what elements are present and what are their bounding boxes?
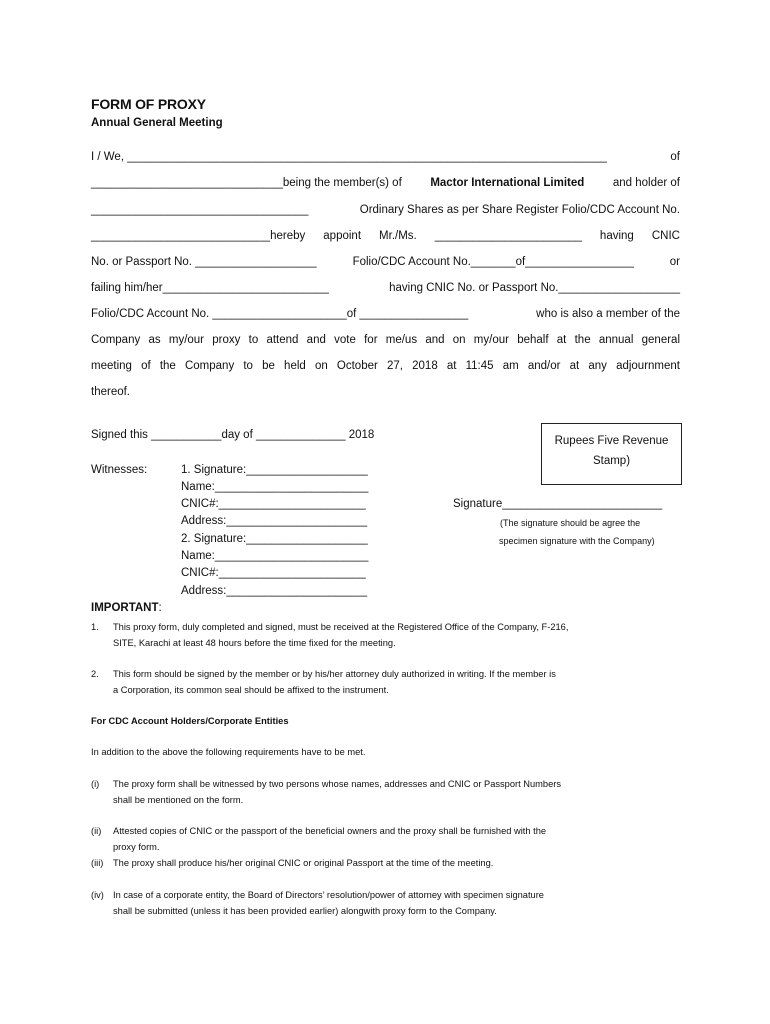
signed-date-line: Signed this ___________day of ______________ 2018 [91,429,375,441]
cdc-item-3-line-1: The proxy shall produce his/her original CNIC or original Passport at the time of the meeting. [113,858,494,868]
body-line-2-end: and holder of [612,177,680,189]
witness-1-address: Address:______________________ [181,515,368,527]
cdc-item-3-number: (iii) [91,858,104,868]
body-line-4-b: appoint [323,230,362,242]
revenue-stamp-box: Rupees Five Revenue Stamp) [541,423,682,485]
witness-1-cnic: CNIC#:_______________________ [181,498,366,510]
important-item-2-number: 2. [91,669,99,679]
cdc-item-2-number: (ii) [91,826,102,836]
cdc-item-1-line-1: The proxy form shall be witnessed by two persons whose names, addresses and CNIC or Passport Numbers [113,779,561,789]
body-line-4-d: _______________________ [434,230,582,242]
cdc-item-4-line-2: shall be submitted (unless it has been provided earlier) alongwith proxy form to the Company. [113,906,497,916]
body-line-3-end: Ordinary Shares as per Share Register Folio/CDC Account No. [359,204,680,216]
body-line-2-text: ______________________________being the member(s) of [91,177,402,189]
body-line-6-b: having CNIC No. or Passport No.___________________ [389,282,680,294]
cdc-item-2-line-1: Attested copies of CNIC or the passport of the beneficial owners and the proxy shall be furnished with the [113,826,547,836]
witness-1-name: Name:________________________ [181,481,369,493]
body-line-3 [91,204,680,216]
important-heading-colon: : [158,602,162,614]
cdc-intro: In addition to the above the following requirements have to be met. [91,747,366,757]
body-line-8: Company as my/our proxy to attend and vote for me/us and on my/our behalf at the annual general [91,334,680,346]
body-line-5 [91,256,680,268]
body-line-3-text: __________________________________ [91,204,309,216]
signature-note-line-2: specimen signature with the Company) [499,536,655,546]
body-line-5-a: No. or Passport No. ___________________ [91,256,317,268]
cdc-item-1-number: (i) [91,779,100,789]
body-line-4 [91,230,680,242]
body-line-7-b: who is also a member of the [536,308,680,320]
body-line-1-end: of [670,151,680,163]
body-line-1 [91,151,680,163]
cdc-item-2-line-2: proxy form. [113,842,160,852]
witness-2-name: Name:________________________ [181,550,369,562]
body-line-7 [91,308,680,320]
witness-1-signature: 1. Signature:___________________ [181,464,368,476]
body-line-4-a: ____________________________hereby [91,230,306,242]
body-line-4-f: CNIC [651,230,680,242]
body-line-9: meeting of the Company to be held on October 27, 2018 at 11:45 am and/or at any adjournment [91,360,680,372]
cdc-item-4-number: (iv) [91,890,104,900]
body-line-1-text: I / We, ___________________________________________________________________________ [91,151,607,163]
body-line-6 [91,282,680,294]
important-heading [91,602,162,614]
signature-note-line-1: (The signature should be agree the [500,518,641,528]
witness-2-signature: 2. Signature:___________________ [181,533,368,545]
important-item-1-line-1: This proxy form, duly completed and signed, must be received at the Registered Office of the Company, F-216, [113,622,569,632]
form-subtitle: Annual General Meeting [91,117,223,129]
body-line-10: thereof. [91,386,130,398]
body-line-4-c: Mr./Ms. [379,230,417,242]
important-heading-text: IMPORTANT [91,602,159,614]
cdc-item-4-line-1: In case of a corporate entity, the Board of Directors’ resolution/power of attorney with specimen signature [113,890,544,900]
body-line-7-a: Folio/CDC Account No. _____________________of _________________ [91,308,469,320]
important-item-2-line-1: This form should be signed by the member or by his/her attorney duly authorized in writing. If the member is [113,669,556,679]
form-title: FORM OF PROXY [91,96,206,112]
important-item-1-number: 1. [91,622,99,632]
witness-2-cnic: CNIC#:_______________________ [181,567,366,579]
cdc-item-1-line-2: shall be mentioned on the form. [113,795,244,805]
member-signature-line: Signature_________________________ [453,498,663,510]
witness-2-address: Address:______________________ [181,585,368,597]
body-line-5-c: or [669,256,680,268]
body-line-6-a: failing him/her__________________________ [91,282,329,294]
important-item-2-line-2: a Corporation, its common seal should be affixed to the instrument. [113,685,389,695]
witnesses-label: Witnesses: [91,464,148,476]
body-line-2 [91,177,680,189]
company-name: Mactor International Limited [430,177,585,189]
cdc-heading: For CDC Account Holders/Corporate Entities [91,716,289,726]
important-item-1-line-2: SITE, Karachi at least 48 hours before the time fixed for the meeting. [113,638,396,648]
body-line-4-e: having [599,230,634,242]
body-line-5-b: Folio/CDC Account No._______of_________________ [352,256,634,268]
